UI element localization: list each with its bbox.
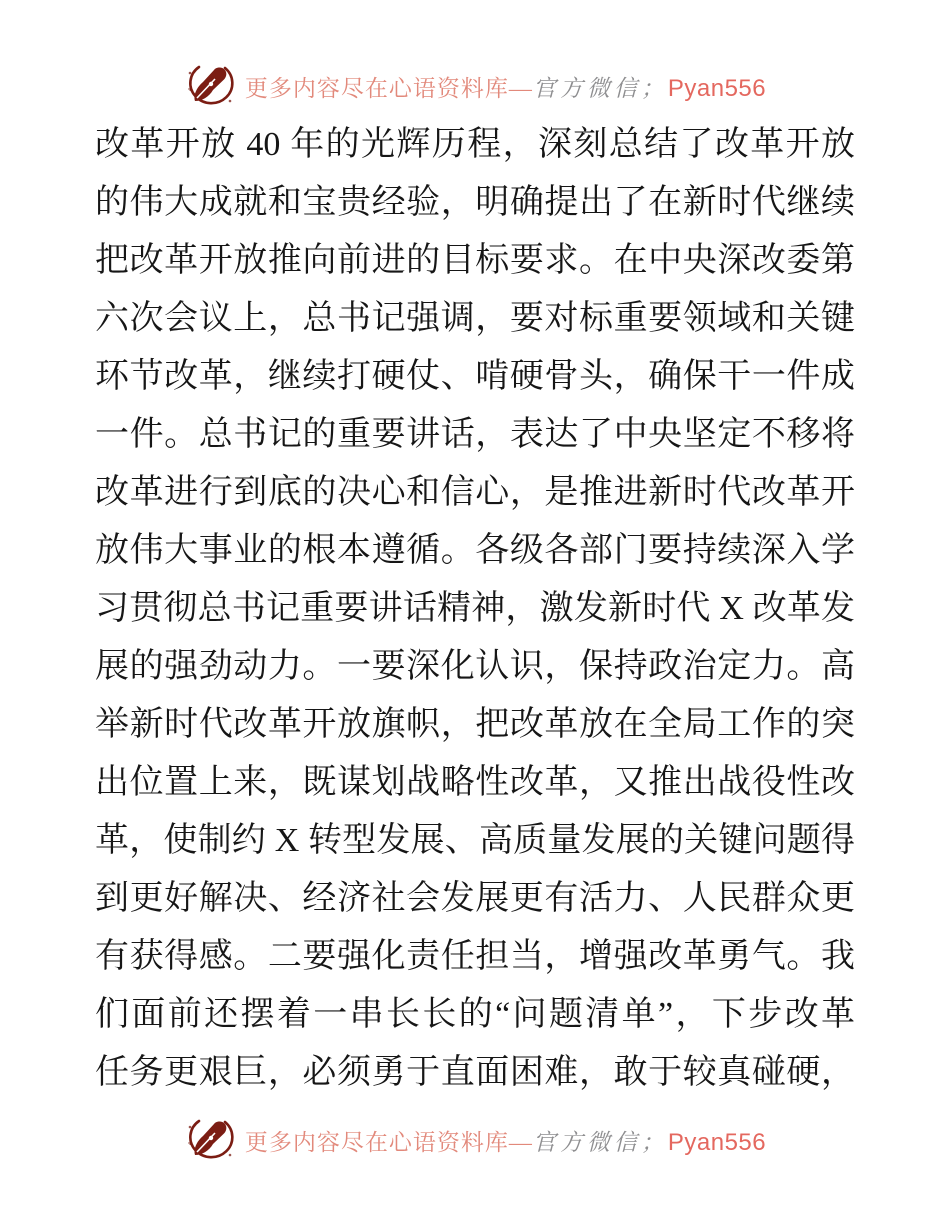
watermark-channel-label: 官方微信； <box>532 1129 668 1155</box>
text-line: 展的强劲动力。一要深化认识，保持政治定力。高 <box>95 648 855 685</box>
text-line: 环节改革，继续打硬仗、啃硬骨头，确保干一件成 <box>95 358 855 395</box>
text-line: 举新时代改革开放旗帜，把改革放在全局工作的突 <box>95 706 855 743</box>
text-line: 改革开放 40 年的光辉历程，深刻总结了改革开放 <box>95 126 855 163</box>
text-line: 革，使制约 X 转型发展、高质量发展的关键问题得 <box>95 822 855 859</box>
text-line: 六次会议上，总书记强调，要对标重要领域和关键 <box>95 300 855 337</box>
watermark-wechat-id: Pyan556 <box>667 74 767 102</box>
text-line: 习贯彻总书记重要讲话精神，激发新时代 X 改革发 <box>95 590 855 627</box>
text-line: 任务更艰巨，必须勇于直面困难，敢于较真碰硬， <box>95 1054 855 1091</box>
watermark-header <box>0 0 950 116</box>
text-line: 们面前还摆着一串长长的“问题清单”，下步改革 <box>95 996 855 1033</box>
text-line: 有获得感。二要强化责任担当，增强改革勇气。我 <box>95 938 855 975</box>
watermark-wechat-id: Pyan556 <box>667 1128 767 1156</box>
text-line: 到更好解决、经济社会发展更有活力、人民群众更 <box>95 880 855 917</box>
watermark-footer <box>0 1110 950 1170</box>
text-line: 放伟大事业的根本遵循。各级各部门要持续深入学 <box>95 532 855 569</box>
pen-nib-logo-icon <box>184 60 236 112</box>
text-line: 的伟大成就和宝贵经验，明确提出了在新时代继续 <box>95 184 855 221</box>
text-line: 把改革开放推向前进的目标要求。在中央深改委第 <box>95 242 855 279</box>
document-body <box>95 116 855 1102</box>
pen-nib-logo-icon <box>184 1114 236 1166</box>
text-line: 一件。总书记的重要讲话，表达了中央坚定不移将 <box>95 416 855 453</box>
text-line: 出位置上来，既谋划战略性改革，又推出战役性改 <box>95 764 855 801</box>
watermark-channel-label: 官方微信； <box>532 75 668 101</box>
watermark-brand-text: 更多内容尽在心语资料库— <box>244 75 533 101</box>
watermark-brand-text: 更多内容尽在心语资料库— <box>244 1129 533 1155</box>
text-line: 改革进行到底的决心和信心，是推进新时代改革开 <box>95 474 855 511</box>
